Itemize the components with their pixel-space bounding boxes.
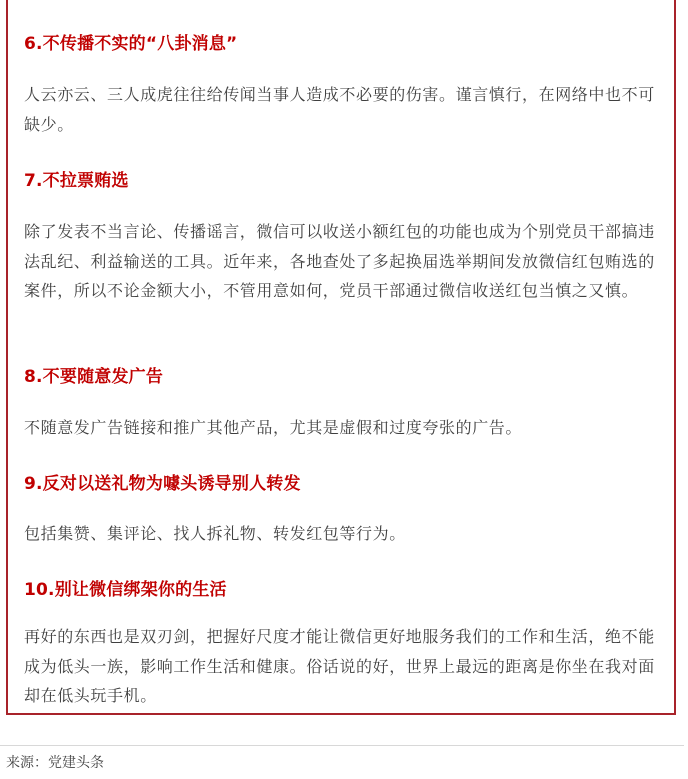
section-9-body: 包括集赞、集评论、找人拆礼物、转发红包等行为。: [24, 524, 406, 543]
section-10-body: 再好的东西也是双刃剑，把握好尺度才能让微信更好地服务我们的工作和生活，绝不能成为低头一族，影响工作生活和健康。俗话说的好，世界上最远的距离是你坐在我对面却在低头玩手机。: [24, 627, 655, 705]
section-9-heading: 9.反对以送礼物为噱头诱导别人转发: [24, 474, 301, 494]
section-8-heading: 8.不要随意发广告: [24, 367, 164, 387]
section-6-body: 人云亦云、三人成虎往往给传闻当事人造成不必要的伤害。谨言慎行，在网络中也不可缺少。: [24, 85, 655, 134]
section-8-body: 不随意发广告链接和推广其他产品，尤其是虚假和过度夸张的广告。: [24, 418, 523, 437]
section-10-heading: 10.别让微信绑架你的生活: [24, 580, 227, 600]
section-7-heading: 7.不拉票贿选: [24, 171, 129, 191]
source-divider: [0, 745, 684, 746]
article-box: [6, 0, 676, 715]
section-7-body: 除了发表不当言论、传播谣言，微信可以收送小额红包的功能也成为个别党员干部搞违法乱纪、利益输送的工具。近年来，各地查处了多起换届选举期间发放微信红包贿选的案件，所以不论金额大小，不管用意如何，党员干部通过微信收送红包当慎之又慎。: [24, 222, 655, 300]
section-6-heading: 6.不传播不实的“八卦消息”: [24, 34, 238, 54]
source-credit: 来源：党建头条: [6, 755, 104, 771]
